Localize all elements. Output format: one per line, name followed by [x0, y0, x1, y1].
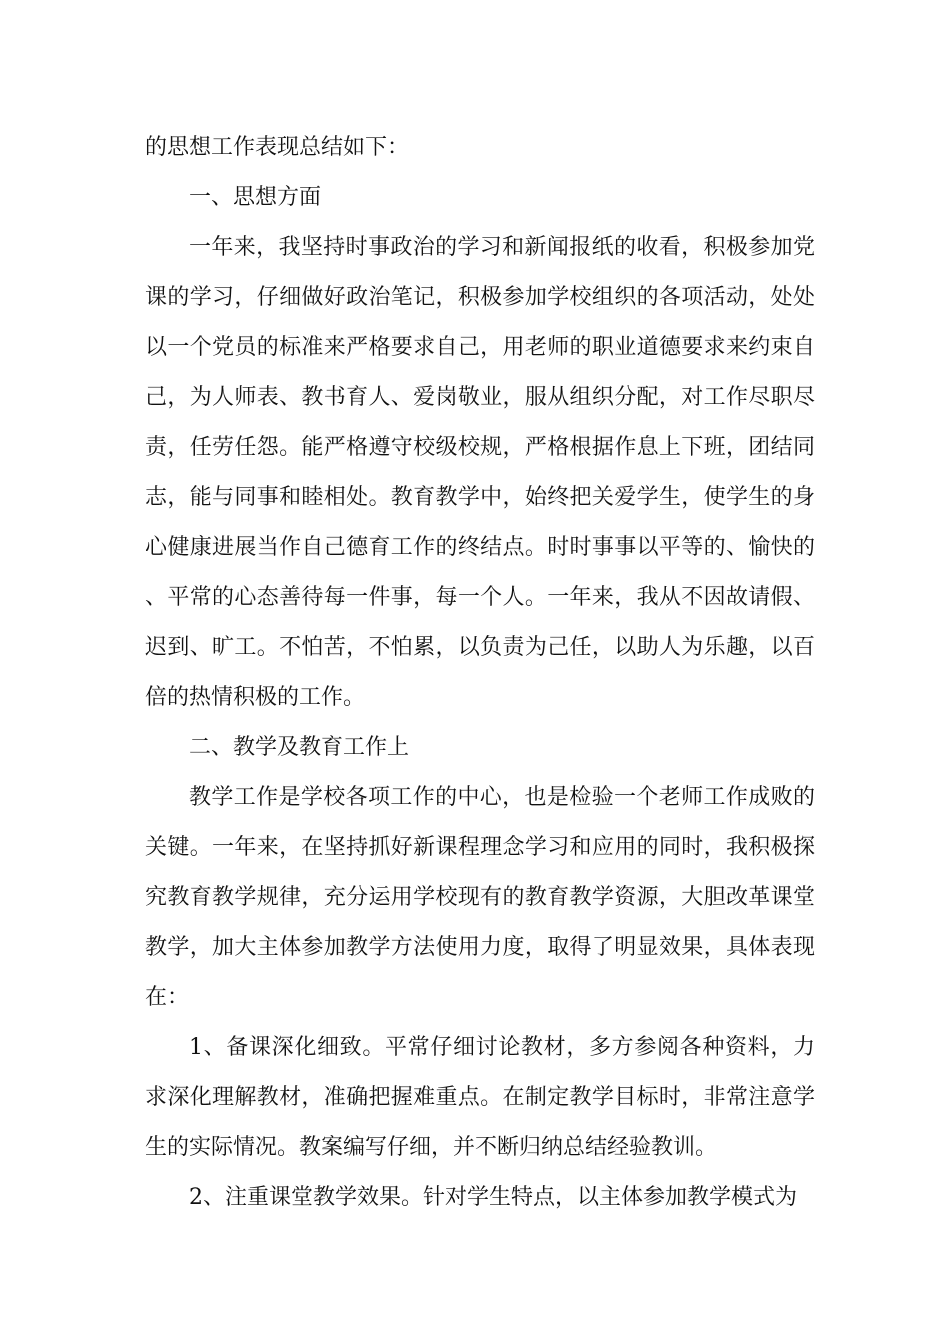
paragraph-thought-body: 一年来，我坚持时事政治的学习和新闻报纸的收看，积极参加党课的学习，仔细做好政治笔记，积极参加学校组织的各项活动，处处以一个党员的标准来严格要求自己，用老师的职业道德要求来约束自己，为人师表、教书育人、爱岗敬业，服从组织分配，对工作尽职尽责，任劳任怨。能严格遵守校级校规，严格根据作息上下班，团结同志，能与同事和睦相处。教育教学中，始终把关爱学生，使学生的身心健康进展当作自己德育工作的终结点。时时事事以平等的、愉快的、平常的心态善待每一件事，每一个人。一年来，我从不因故请假、迟到、旷工。不怕苦，不怕累，以负责为己任，以助人为乐趣，以百倍的热情积极的工作。 — [145, 235, 815, 710]
paragraph-item-2: 2、注重课堂教学效果。针对学生特点，以主体参加教学模式为 — [189, 1185, 797, 1210]
paragraph-item-1: 1、备课深化细致。平常仔细讨论教材，多方参阅各种资料，力求深化理解教材，准确把握难重点。在制定教学目标时，非常注意学生的实际情况。教案编写仔细，并不断归纳总结经验教训。 — [145, 1035, 815, 1160]
paragraph-teaching-body: 教学工作是学校各项工作的中心，也是检验一个老师工作成败的关键。一年来，在坚持抓好新课程理念学习和应用的同时，我积极探究教育教学规律，充分运用学校现有的教育教学资源，大胆改革课堂教学，加大主体参加教学方法使用力度，取得了明显效果，具体表现在： — [145, 785, 815, 1010]
document-page — [145, 123, 815, 1223]
heading-thought: 一、思想方面 — [189, 185, 322, 210]
paragraph-intro: 的思想工作表现总结如下： — [145, 135, 410, 160]
heading-teaching: 二、教学及教育工作上 — [189, 735, 410, 760]
